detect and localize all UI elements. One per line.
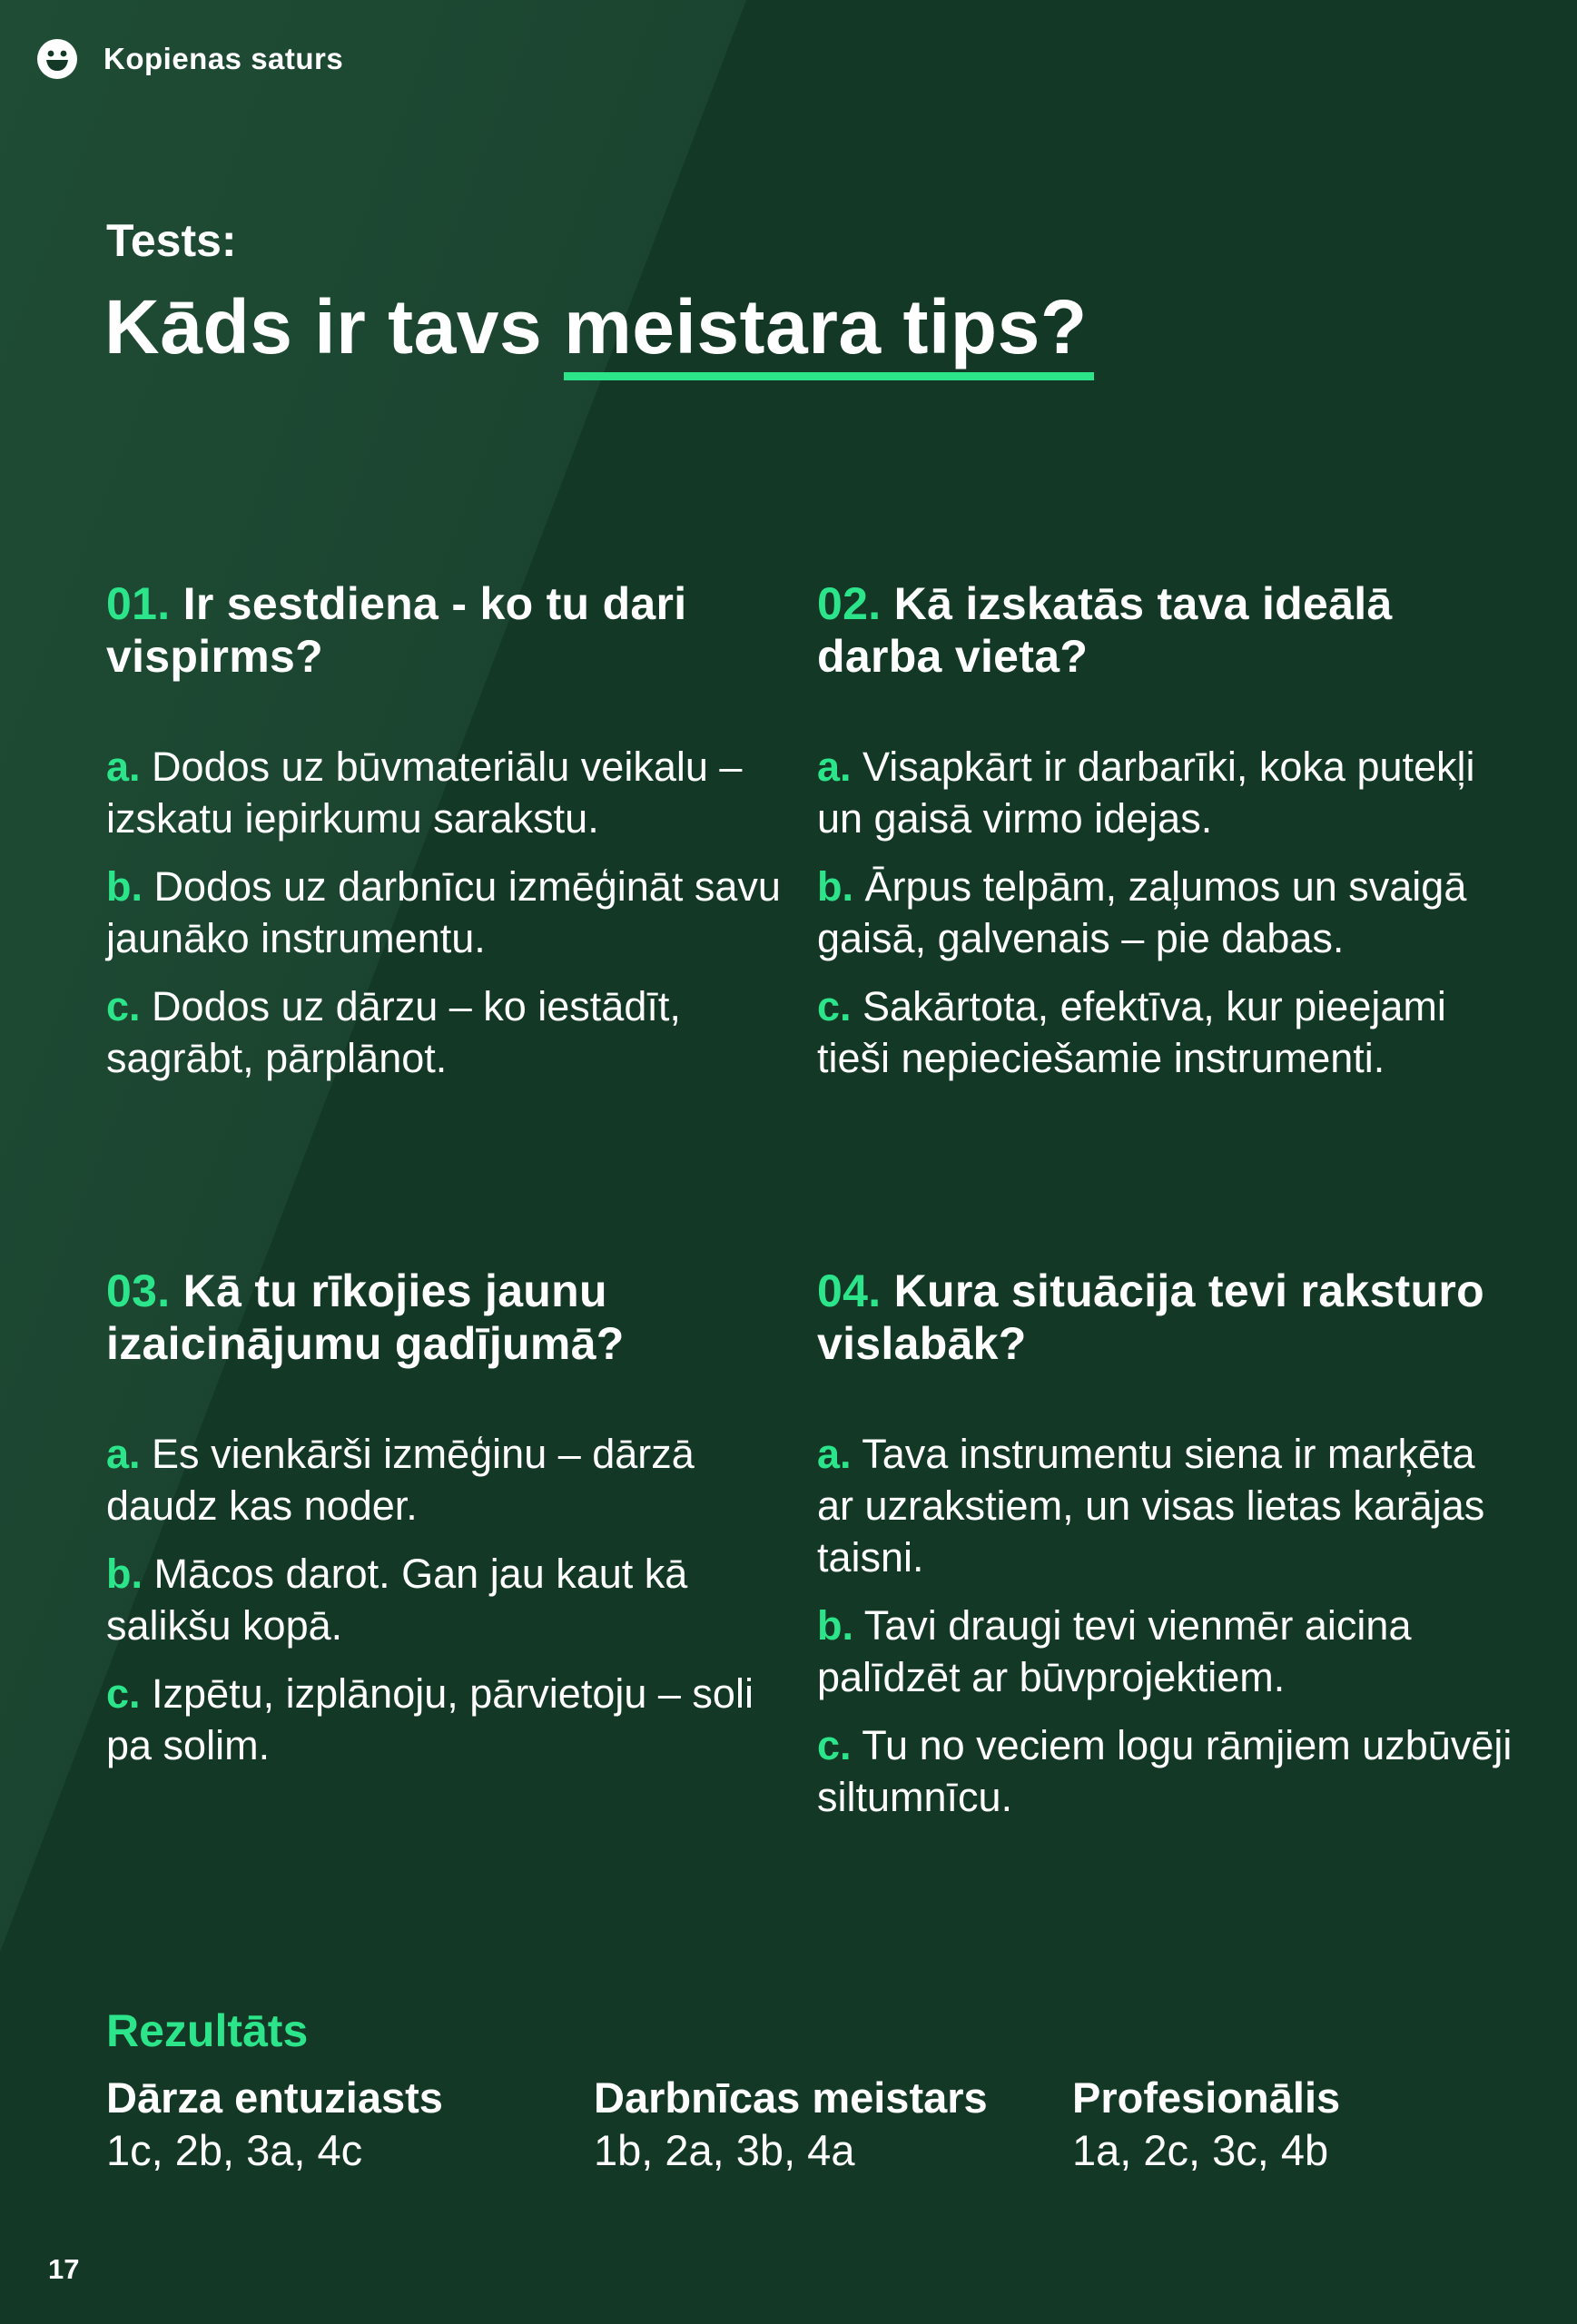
answer-letter: b. [106,1551,143,1597]
answer-list [817,741,1516,1084]
page-title [104,283,1088,371]
answer-text: Tu no veciem logu rāmjiem uzbūvēji siltumnīcu. [817,1722,1513,1820]
result-name: Dārza entuziasts [106,2073,443,2122]
answer-text: Visapkārt ir darbarīki, koka putekļi un gaisā virmo idejas. [817,743,1475,842]
answer-option-a[interactable] [817,1428,1516,1583]
answer-letter: b. [817,1602,853,1649]
answer-text: Sakārtota, efektīva, kur pieejami tieši nepieciešamie instrumenti. [817,983,1446,1081]
title-highlight [564,283,1040,371]
question-number: 01. [106,578,171,629]
question-2 [817,577,1516,1100]
question-heading [106,1265,783,1370]
answer-list [106,741,783,1084]
result-name: Profesionālis [1072,2073,1341,2122]
answer-letter: a. [106,1431,141,1477]
results-title: Rezultāts [106,2005,309,2056]
result-answers: 1c, 2b, 3a, 4c [106,2126,363,2174]
answer-list [106,1428,783,1771]
question-3 [106,1265,783,1787]
answer-letter: a. [106,743,141,790]
title-highlight-text: meistara tips [564,284,1040,369]
answer-option-a[interactable] [817,741,1516,844]
question-number: 02. [817,578,882,629]
answer-option-b[interactable] [106,861,783,964]
answer-text: Dodos uz darbnīcu izmēģināt savu jaunāko instrumentu. [106,863,781,961]
answer-text: Dodos uz būvmateriālu veikalu – izskatu iepirkumu sarakstu. [106,743,743,842]
answer-option-c[interactable] [106,1668,783,1771]
answer-letter: b. [817,863,853,910]
answer-option-a[interactable] [106,1428,783,1531]
question-heading [817,577,1516,683]
answer-text: Ārpus telpām, zaļumos un svaigā gaisā, galvenais – pie dabas. [817,863,1467,961]
result-answers: 1b, 2a, 3b, 4a [594,2126,855,2174]
answer-text: Tava instrumentu siena ir marķēta ar uzrakstiem, un visas lietas karājas taisni. [817,1431,1485,1581]
result-professional [1072,2072,1340,2177]
answer-text: Es vienkārši izmēģinu – dārzā daudz kas noder. [106,1431,695,1529]
title-prefix: Kāds ir tavs [104,284,565,369]
smiley-icon [36,38,78,80]
question-4 [817,1265,1516,1839]
question-heading [817,1265,1516,1370]
answer-option-c[interactable] [817,1719,1516,1823]
question-text: Kā tu rīkojies jaunu izaicinājumu gadījumā? [106,1265,625,1369]
section-header [36,38,343,80]
answer-text: Izpētu, izplānoju, pārvietoju – soli pa solim. [106,1670,754,1768]
answer-letter: a. [817,1431,852,1477]
result-garden-enthusiast [106,2072,443,2177]
title-underline [564,372,1094,380]
result-name: Darbnīcas meistars [594,2073,988,2122]
answer-letter: c. [106,983,141,1029]
answer-letter: c. [817,1722,852,1768]
answer-text: Mācos darot. Gan jau kaut kā salikšu kopā. [106,1551,688,1649]
answer-option-c[interactable] [817,980,1516,1084]
answer-option-b[interactable] [817,1600,1516,1703]
question-text: Ir sestdiena - ko tu dari vispirms? [106,578,687,682]
answer-list [817,1428,1516,1823]
section-label: Kopienas saturs [103,42,344,75]
title-suffix: ? [1040,284,1088,369]
question-1 [106,577,783,1100]
answer-text: Tavi draugi tevi vienmēr aicina palīdzēt ar būvprojektiem. [817,1602,1412,1700]
question-text: Kura situācija tevi raksturo vislabāk? [817,1265,1484,1369]
quiz-eyebrow: Tests: [106,215,237,266]
answer-letter: c. [817,983,852,1029]
question-heading [106,577,783,683]
result-workshop-master [594,2072,988,2177]
answer-option-b[interactable] [106,1548,783,1651]
question-text: Kā izskatās tava ideālā darba vieta? [817,578,1393,682]
page-number: 17 [48,2253,80,2285]
answer-letter: c. [106,1670,141,1717]
answer-text: Dodos uz dārzu – ko iestādīt, sagrābt, pārplānot. [106,983,681,1081]
answer-option-b[interactable] [817,861,1516,964]
question-number: 04. [817,1265,882,1316]
answer-option-a[interactable] [106,741,783,844]
answer-option-c[interactable] [106,980,783,1084]
answer-letter: a. [817,743,852,790]
answer-letter: b. [106,863,143,910]
result-answers: 1a, 2c, 3c, 4b [1072,2126,1329,2174]
question-number: 03. [106,1265,171,1316]
